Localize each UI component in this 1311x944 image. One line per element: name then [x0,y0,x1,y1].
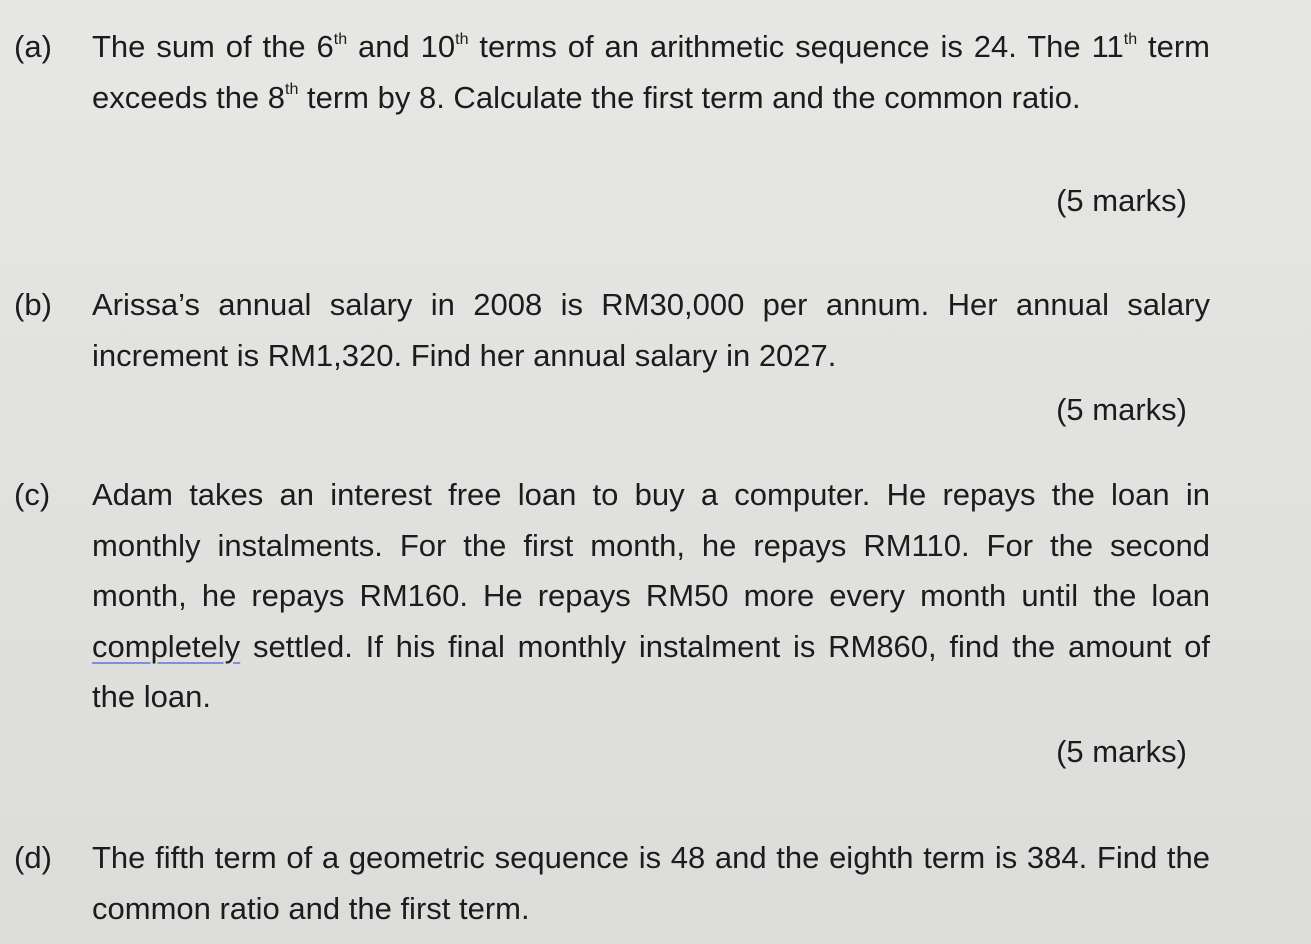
term-number: 6 [316,29,334,64]
text-segment: Adam takes an interest free loan to buy a computer. He repays the loan in monthly instalments. For the first month, he repays RM110. For the second month, he repays RM160. He repays RM50 more every month until the loan [92,477,1210,613]
question-text: The fifth term of a geometric sequence is 48 and the eighth term is 384. Find the common ratio and the first term. [92,840,1210,926]
text-segment: settled. If his final monthly instalment is RM860, find the amount of the loan. [92,628,1210,714]
term-number: 10 [420,29,456,64]
text-segment: and [347,29,421,64]
marks-label: (5 marks) [1056,734,1187,769]
ordinal-suffix: th [285,81,299,99]
text-segment: term exceeds the [92,29,1210,115]
marks-label: (5 marks) [1056,392,1187,427]
ordinal-suffix: th [1123,30,1138,48]
marks-label: (5 marks) [1056,183,1187,218]
ordinal-suffix: th [455,30,469,48]
ordinal-suffix: th [333,30,348,48]
term-number: 11 [1091,29,1124,64]
question-label: (c) [14,477,51,512]
question-text [92,22,1210,123]
question-label: (b) [14,287,52,322]
question-text [92,470,1210,723]
question-text: Arissa’s annual salary in 2008 is RM30,000 per annum. Her annual salary increment is RM1,320. Find her annual salary in 2027. [92,287,1210,373]
underlined-word: completely [92,628,241,664]
text-segment: term by 8. Calculate the first term and the common ratio. [298,79,1081,115]
text-segment: terms of an arithmetic sequence is 24. The [468,29,1092,64]
question-label: (d) [14,840,52,875]
question-label: (a) [14,29,52,64]
text-segment: The sum of the [92,29,317,64]
term-number: 8 [267,79,286,115]
